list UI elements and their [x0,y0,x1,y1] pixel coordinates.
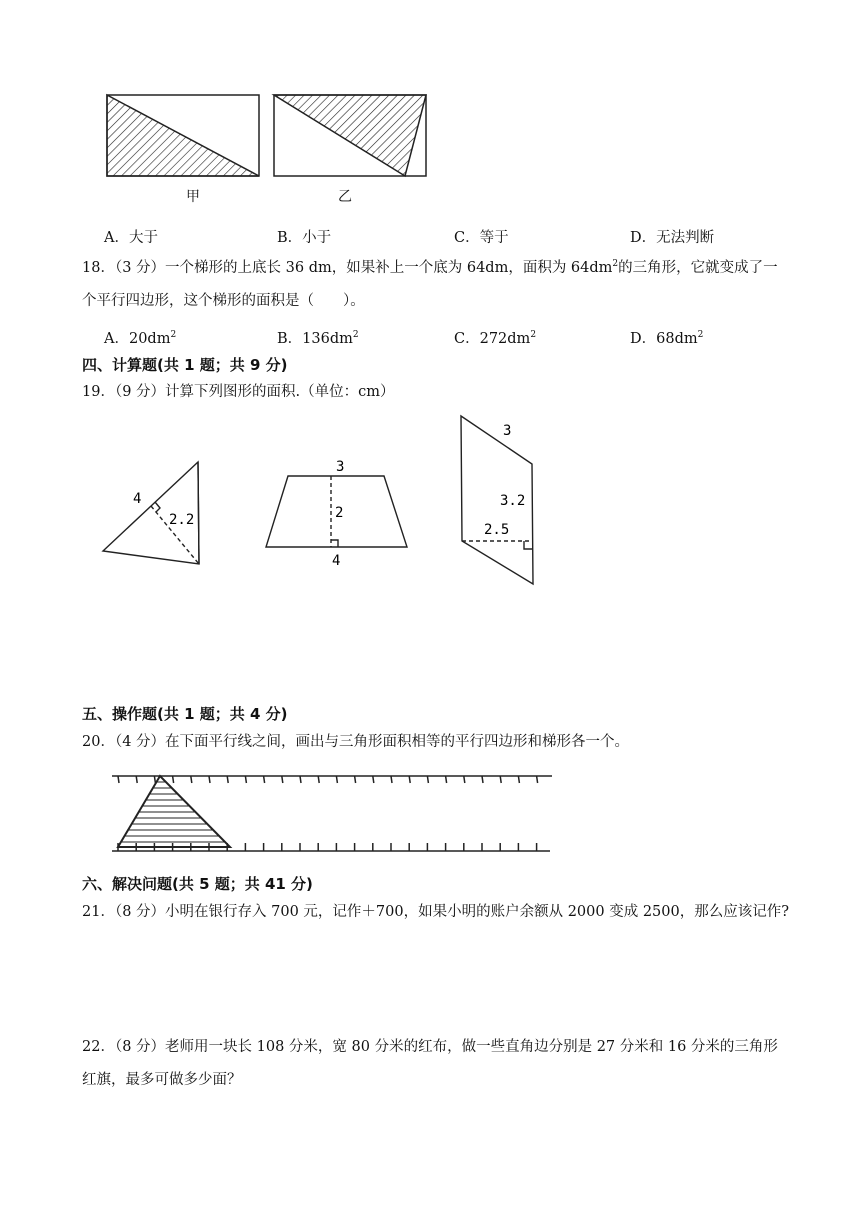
q20-top-tick [282,776,283,783]
q20-top-tick [227,776,228,783]
q20-top-tick [446,776,447,783]
q20-parallel-lines-figure [0,765,860,865]
q19-parallelogram-height-label: 2.5 [484,522,510,538]
q18-option-c[interactable] [454,327,536,348]
q17-option-a[interactable]: A．大于 [104,230,158,246]
q20-top-tick [300,776,301,783]
q20-top-tick [373,776,374,783]
q20-top-tick [500,776,501,783]
section4-heading: 四、计算题(共 1 题；共 9 分) [82,356,288,374]
q22-question-line1: 22．（8 分）老师用一块长 108 分米，宽 80 分米的红布，做一些直角边分别是 27 分米和 16 分米的三角形 [82,1039,778,1055]
q18-option-a-sup: 2 [170,330,177,340]
q18-option-b[interactable] [277,327,359,348]
figure-yi [274,95,426,176]
q22-question-line2: 红旗，最多可做多少面？ [82,1072,242,1088]
q20-top-tick [209,776,210,783]
q18-line1-a: 18．（3 分）一个梯形的上底长 36 dm，如果补上一个底为 64dm，面积为 64dm [82,260,613,276]
q20-top-tick [173,776,174,783]
q20-top-tick [136,776,137,783]
q18-sup: 2 [612,259,619,269]
q18-option-d-text: D．68dm [630,331,698,347]
q20-top-tick [318,776,319,783]
q18-option-a-text: A．20dm [104,331,171,347]
q20-top-tick [518,776,519,783]
q20-top-tick [245,776,246,783]
figure-jia-label: 甲 [186,189,200,205]
section5-heading: 五、操作题(共 1 题；共 4 分) [82,705,288,723]
q20-triangle [118,776,230,847]
q20-top-tick [537,776,538,783]
q18-option-b-sup: 2 [352,330,359,340]
q17-figures [0,0,860,220]
q20-top-tick [391,776,392,783]
q18-option-b-text: B．136dm [277,331,353,347]
q19-trapezoid-height-label: 2 [335,505,344,521]
q19-question: 19．（9 分）计算下列图形的面积.（单位：cm） [82,384,395,400]
q19-figures [0,405,860,595]
q18-option-d[interactable] [630,327,703,348]
q18-question-line2: 个平行四边形，这个梯形的面积是（ ）。 [82,293,365,309]
q19-triangle-side-label: 4 [133,491,142,507]
q20-question: 20．（4 分）在下面平行线之间，画出与三角形面积相等的平行四边形和梯形各一个。 [82,734,630,750]
q20-top-tick [427,776,428,783]
q19-parallelogram-top-label: 3 [503,423,512,439]
q20-top-tick [118,776,119,783]
q17-option-d[interactable]: D．无法判断 [630,230,715,246]
q18-line1-b: 的三角形，它就变成了一 [618,260,778,276]
q17-option-c[interactable]: C．等于 [454,230,509,246]
q19-triangle-height-label: 2.2 [169,512,195,528]
q18-option-c-text: C．272dm [454,331,531,347]
q20-top-tick [409,776,410,783]
q18-option-d-sup: 2 [697,330,704,340]
figure-jia [107,95,259,176]
q19-trapezoid-top-label: 3 [336,459,345,475]
q18-option-a[interactable] [104,327,176,348]
q20-top-tick [264,776,265,783]
q18-option-c-sup: 2 [530,330,537,340]
q21-question: 21．（8 分）小明在银行存入 700 元，记作＋700，如果小明的账户余额从 2000 变成 2500，那么应该记作? [82,904,790,920]
q20-top-tick [154,776,155,783]
q18-question-line1 [82,258,778,278]
q20-top-tick [191,776,192,783]
q20-top-tick [482,776,483,783]
figure-yi-label: 乙 [338,189,352,205]
q20-top-tick [355,776,356,783]
q20-top-tick [464,776,465,783]
q20-top-tick [336,776,337,783]
q17-option-b[interactable]: B．小于 [277,230,332,246]
section6-heading: 六、解决问题(共 5 题；共 41 分) [82,875,313,893]
q19-parallelogram-side-label: 3.2 [500,493,526,509]
q19-trapezoid-bottom-label: 4 [332,553,341,569]
